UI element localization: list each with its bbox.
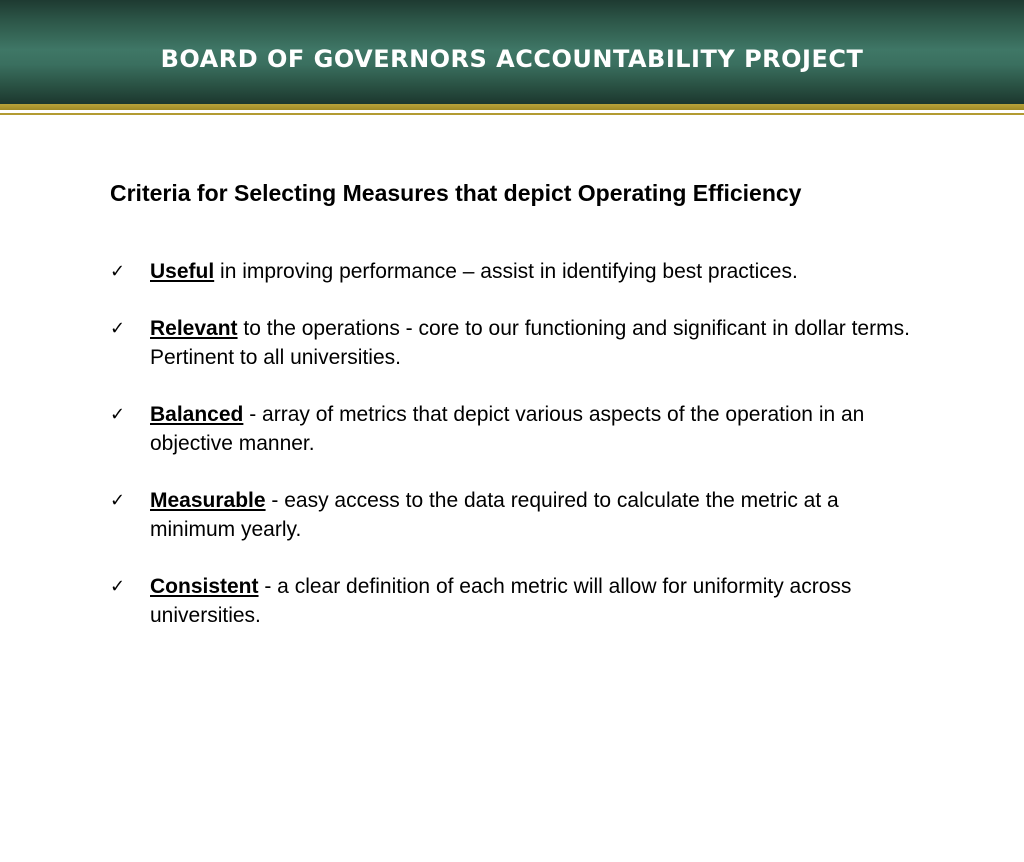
- criteria-term: Balanced: [150, 403, 244, 426]
- criteria-term: Measurable: [150, 489, 266, 512]
- criteria-item-relevant: [110, 314, 910, 372]
- criteria-description: in improving performance – assist in identifying best practices.: [214, 260, 798, 283]
- check-icon: ✓: [110, 490, 126, 511]
- criteria-item-useful: [110, 257, 910, 286]
- criteria-description: - easy access to the data required to calculate the metric at a minimum yearly.: [150, 489, 839, 541]
- check-icon: ✓: [110, 261, 126, 282]
- criteria-description: - array of metrics that depict various aspects of the operation in an objective manner.: [150, 403, 865, 455]
- criteria-description: to the operations - core to our functioning and significant in dollar terms. Pertinent to all universities.: [150, 317, 910, 369]
- header-divider-thin: [0, 113, 1024, 115]
- criteria-term: Useful: [150, 260, 215, 283]
- check-icon: ✓: [110, 318, 126, 339]
- header-title: BOARD OF GOVERNORS ACCOUNTABILITY PROJECT: [160, 45, 864, 73]
- criteria-term: Consistent: [150, 575, 259, 598]
- criteria-description: - a clear definition of each metric will allow for uniformity across universities.: [150, 575, 852, 627]
- criteria-item-consistent: [110, 572, 910, 630]
- criteria-term: Relevant: [150, 317, 238, 340]
- criteria-item-balanced: [110, 400, 910, 458]
- criteria-item-measurable: [110, 486, 910, 544]
- slide-subtitle: Criteria for Selecting Measures that depict Operating Efficiency: [110, 180, 802, 206]
- check-icon: ✓: [110, 576, 126, 597]
- header-band: [0, 0, 1024, 104]
- check-icon: ✓: [110, 404, 126, 425]
- header-divider-thick: [0, 104, 1024, 110]
- criteria-list: [110, 257, 910, 658]
